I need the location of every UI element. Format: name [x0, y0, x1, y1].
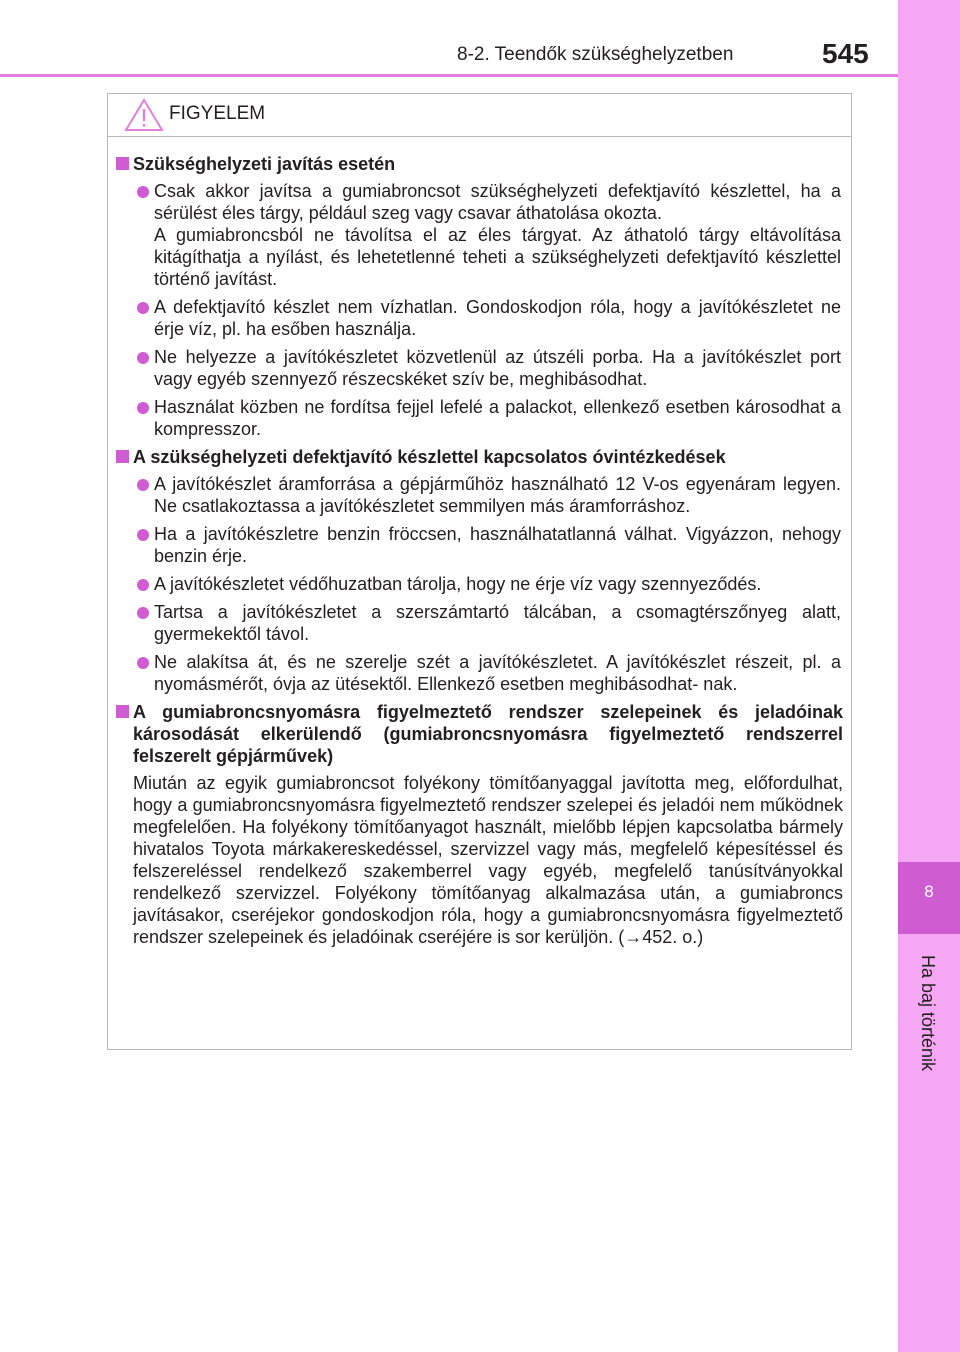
heading-text: A szükséghelyzeti defektjavító készlettel kapcsolatos óvintézkedések	[133, 447, 726, 467]
heading-text: Szükséghelyzeti javítás esetén	[133, 154, 396, 174]
bullet-dot-icon	[137, 607, 149, 619]
bullet-item	[116, 523, 843, 567]
section-heading	[116, 701, 843, 767]
section-title: 8-2. Teendők szükséghelyzetben	[457, 44, 734, 65]
warning-content	[108, 137, 851, 948]
bullet-text: Használat közben ne fordítsa fejjel lefelé a palackot, ellenkező esetben károsodhat a kompresszor.	[154, 397, 841, 439]
bullet-dot-icon	[137, 302, 149, 314]
bullet-item	[116, 346, 843, 390]
bullet-dot-icon	[137, 657, 149, 669]
section-heading	[116, 446, 843, 468]
bullet-text: A gumiabroncsból ne távolítsa el az éles tárgyat. Az áthatoló tárgy eltávolítása kitágíthatja a nyílást, és lehetetlenné teheti a szükséghelyzeti defektjavító készlettel történő javítást.	[154, 225, 841, 289]
heading-square-icon	[116, 705, 129, 718]
bullet-item	[116, 296, 843, 340]
bullet-dot-icon	[137, 402, 149, 414]
bullet-text: Ha a javítókészletre benzin fröccsen, használhatatlanná válhat. Vigyázzon, nehogy benzin érje.	[154, 524, 841, 566]
chapter-label: Ha baj történik	[918, 955, 938, 1072]
bullet-dot-icon	[137, 186, 149, 198]
warning-header	[108, 94, 851, 137]
bullet-text: A javítókészletet védőhuzatban tárolja, hogy ne érje víz vagy szennyeződés.	[154, 574, 762, 594]
bullet-dot-icon	[137, 529, 149, 541]
bullet-text: Ne alakítsa át, és ne szerelje szét a javítókészletet. A javítókészlet részeit, pl. a nyomásmérőt, óvja az ütésektől. Ellenkező esetben meghibásodhat- nak.	[154, 652, 841, 694]
bullet-text: Tartsa a javítókészletet a szerszámtartó tálcában, a csomagtérszőnyeg alatt, gyermekektől távol.	[154, 602, 841, 644]
side-tab	[898, 0, 960, 1352]
bullet-text: Ne helyezze a javítókészletet közvetlenül az útszéli porba. Ha a javítókészlet port vagy egyéb szennyező részecskéket szív be, meghibásodhat.	[154, 347, 841, 389]
section-paragraph: Miután az egyik gumiabroncsot folyékony tömítőanyaggal javította meg, előfordulhat, hogy a gumiabroncsnyomásra figyelmeztető rendszer szelepei és jeladói nem működnek megfelelően. Ha folyékony tömítőanyagot használt, mielőbb lépjen kapcsolatba bármely hivatalos Toyota márkakereskedéssel, szervizzel vagy más, megfelelő képesítéssel és felszereléssel rendelkező szakemberrel vagy egyéb, megfelelő tanúsítványokkal rendelkező szervizzel. Folyékony tömítőanyag alkalmazása után, a gumiabroncs javításakor, cseréjekor gondoskodjon róla, hogy a gumiabroncsnyomásra figyelmeztető rendszer szelepeinek és jeladóinak cseréjére is sor kerüljön. (→452. o.)	[133, 773, 843, 947]
bullet-item	[116, 180, 843, 290]
chapter-number: 8	[924, 882, 934, 901]
page-number: 545	[822, 38, 869, 69]
heading-square-icon	[116, 450, 129, 463]
bullet-text: A defektjavító készlet nem vízhatlan. Gondoskodjon róla, hogy a javítókészletet ne érje víz, pl. ha esőben használja.	[154, 297, 841, 339]
bullet-dot-icon	[137, 579, 149, 591]
bullet-text: A javítókészlet áramforrása a gépjárműhöz használható 12 V-os egyenáram legyen. Ne csatlakoztassa a javítókészletet semmilyen más áramforráshoz.	[154, 474, 841, 516]
heading-square-icon	[116, 157, 129, 170]
heading-text: A gumiabroncsnyomásra figyelmeztető rendszer szelepeinek és jeladóinak károsodását elkerülendő (gumiabroncsnyomásra figyelmeztető rendszerrel felszerelt gépjárművek)	[133, 702, 843, 766]
bullet-dot-icon	[137, 352, 149, 364]
bullet-item	[116, 473, 843, 517]
warning-box	[107, 93, 852, 1050]
bullet-item	[116, 396, 843, 440]
warning-triangle-icon	[124, 98, 164, 132]
bullet-item	[116, 601, 843, 645]
warning-title: FIGYELEM	[169, 103, 266, 124]
header-divider	[0, 74, 898, 77]
bullet-item	[116, 573, 843, 595]
bullet-text: Csak akkor javítsa a gumiabroncsot szükséghelyzeti defektjavító készlettel, ha a sérülést éles tárgy, például szeg vagy csavar áthatolása okozta.	[154, 181, 841, 223]
bullet-item	[116, 651, 843, 695]
bullet-dot-icon	[137, 479, 149, 491]
section-heading	[116, 153, 843, 175]
